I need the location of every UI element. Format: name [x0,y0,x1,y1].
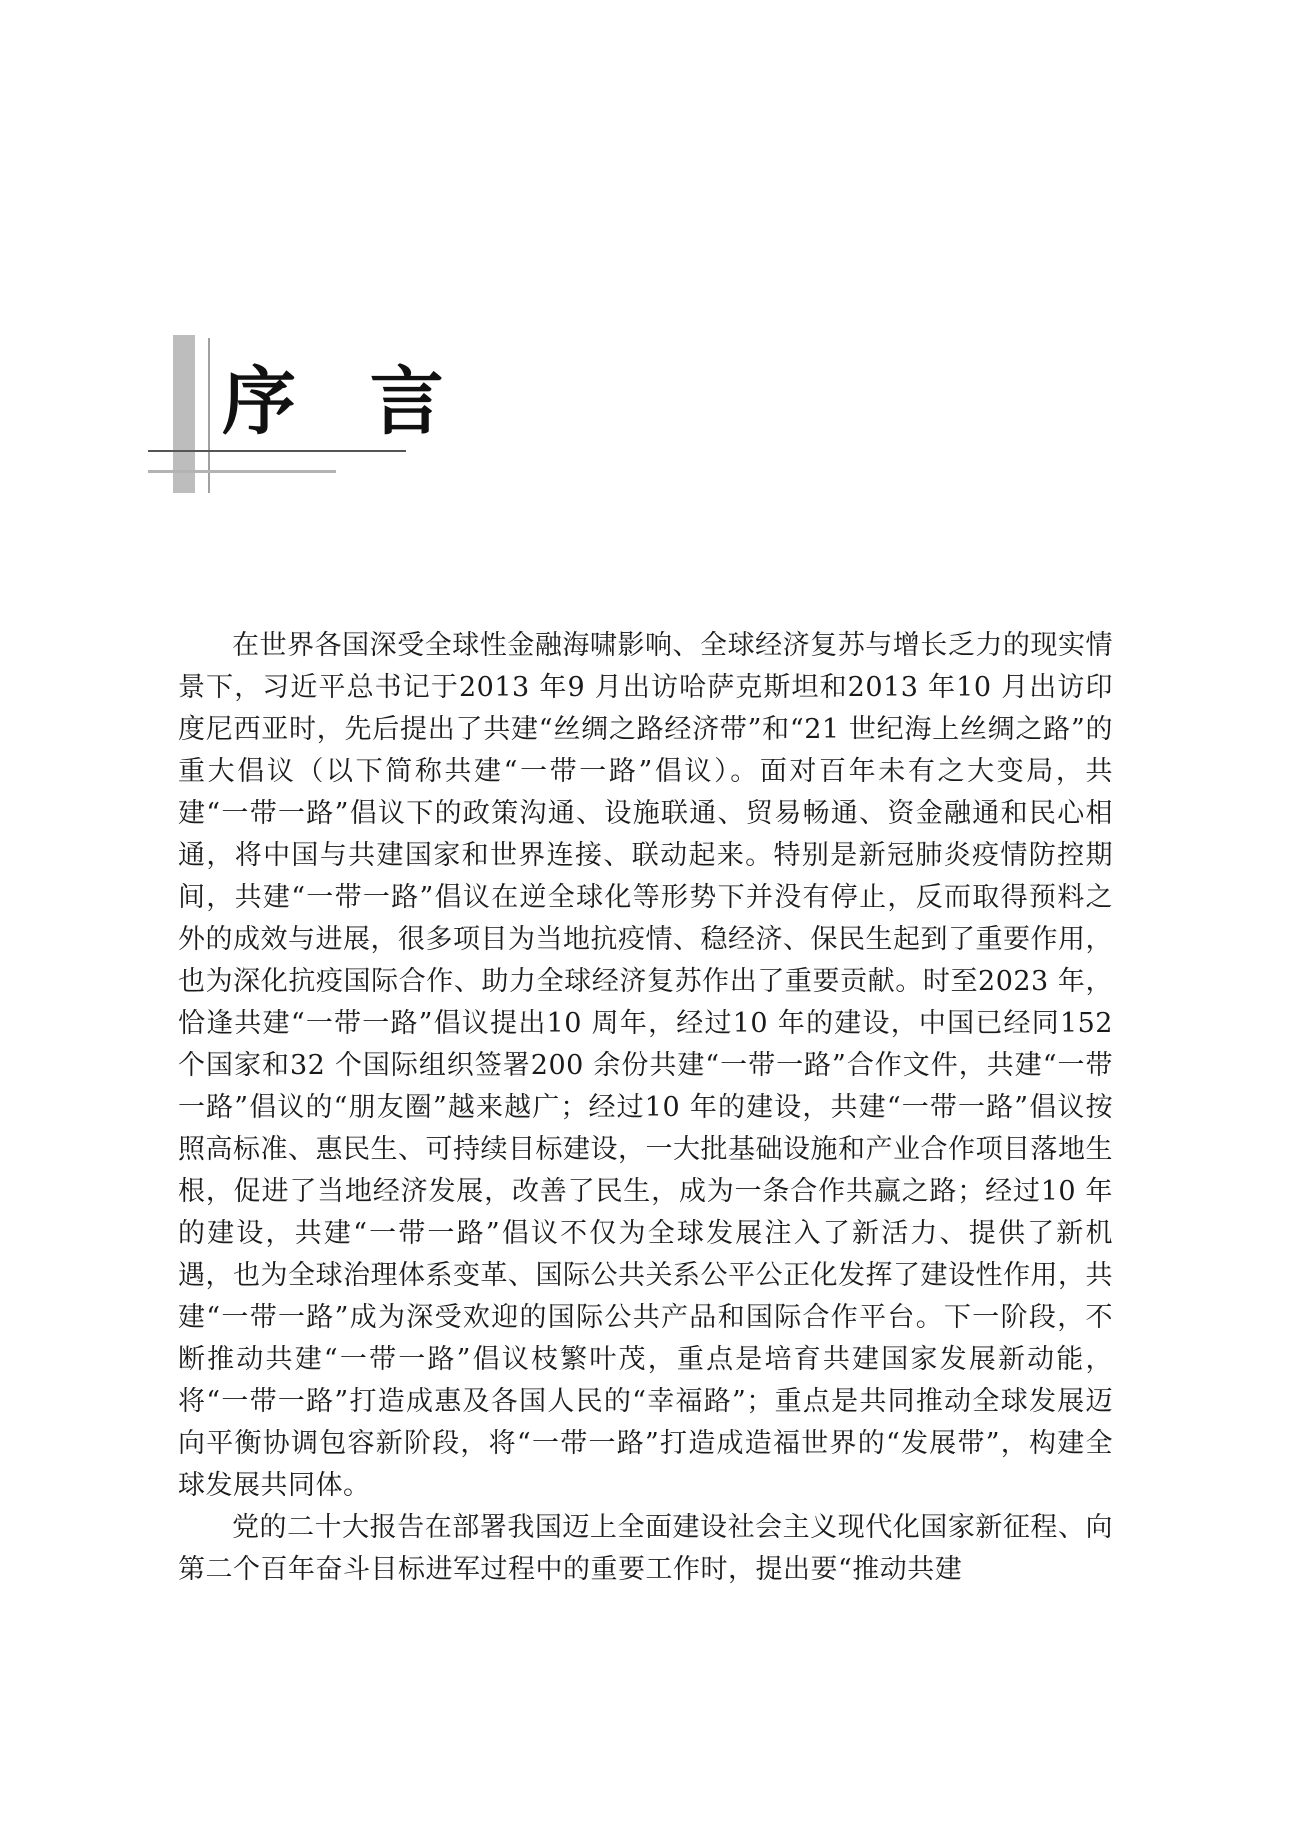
page-title: 序 言 [222,359,468,445]
body-text [178,625,1113,1591]
paragraph: 党的二十大报告在部署我国迈上全面建设社会主义现代化国家新征程、向第二个百年奋斗目标进军过程中的重要工作时，提出要“推动共建 [178,1512,1113,1585]
paragraph: 在世界各国深受全球性金融海啸影响、全球经济复苏与增长乏力的现实情景下，习近平总书记于2013 年9 月出访哈萨克斯坦和2013 年10 月出访印度尼西亚时，先后提出了共建“丝绸之路经济带”和“21 世纪海上丝绸之路”的重大倡议（以下简称共建“一带一路”倡议）。面对百年未有之大变局，共建“一带一路”倡议下的政策沟通、设施联通、贸易畅通、资金融通和民心相通，将中国与共建国家和世界连接、联动起来。特别是新冠肺炎疫情防控期间，共建“一带一路”倡议在逆全球化等形势下并没有停止，反而取得预料之外的成效与进展，很多项目为当地抗疫情、稳经济、保民生起到了重要作用，也为深化抗疫国际合作、助力全球经济复苏作出了重要贡献。时至2023 年，恰逢共建“一带一路”倡议提出10 周年，经过10 年的建设，中国已经同152 个国家和32 个国际组织签署200 余份共建“一带一路”合作文件，共建“一带一路”倡议的“朋友圈”越来越广；经过10 年的建设，共建“一带一路”倡议按照高标准、惠民生、可持续目标建设，一大批基础设施和产业合作项目落地生根，促进了当地经济发展，改善了民生，成为一条合作共赢之路；经过10 年的建设，共建“一带一路”倡议不仅为全球发展注入了新活力、提供了新机遇，也为全球治理体系变革、国际公共关系公平公正化发挥了建设性作用，共建“一带一路”成为深受欢迎的国际公共产品和国际合作平台。下一阶段，不断推动共建“一带一路”倡议枝繁叶茂，重点是培育共建国家发展新动能，将“一带一路”打造成惠及各国人民的“幸福路”；重点是共同推动全球发展迈向平衡协调包容新阶段，将“一带一路”打造成造福世界的“发展带”，构建全球发展共同体。 [178,630,1113,1501]
heading-decor-rule-dark [148,450,406,452]
heading-decor-rule-light [148,470,336,473]
chapter-heading [0,0,1291,520]
